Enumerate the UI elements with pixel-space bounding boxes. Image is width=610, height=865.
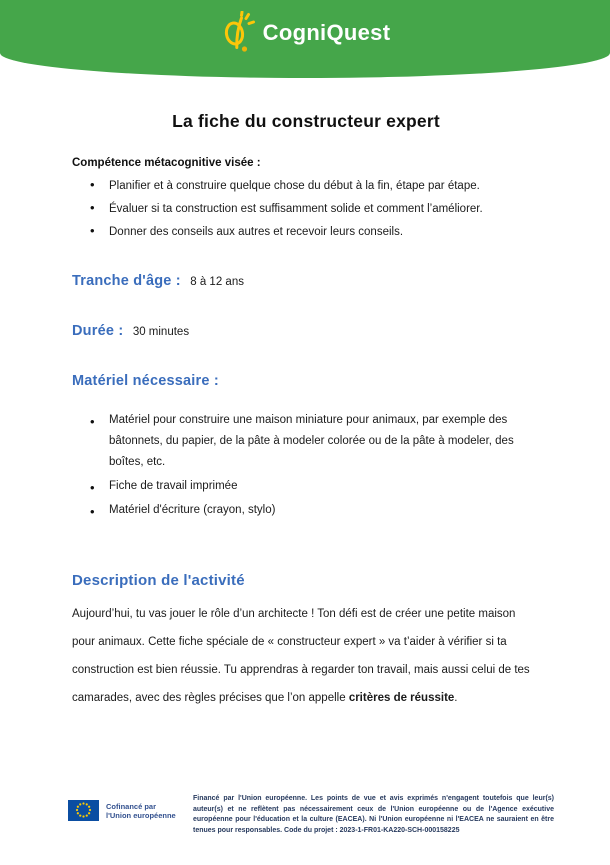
brand-name: CogniQuest [262,20,391,45]
competence-label: Compétence métacognitive visée : [72,157,261,169]
age-label: Tranche d'âge : [72,273,181,289]
page-title: La fiche du constructeur expert [172,111,440,131]
section-materials [72,373,540,521]
eu-caption-line1: Cofinancé par [106,801,157,811]
list-item: • Donner des conseils aux autres et recevoir leurs conseils. [90,224,540,240]
eu-flag-icon [68,800,99,821]
header-banner [0,0,610,78]
description-bold-text: critères de réussite [348,692,455,704]
materials-label: Matériel nécessaire : [72,373,219,389]
description-paragraph [72,600,540,712]
sprout-lightbulb-icon [220,11,256,55]
competence-bullet-list [72,178,540,240]
section-description [72,572,540,712]
age-value: 8 à 12 ans [190,276,244,288]
page-content [0,111,610,712]
section-duration [72,322,540,340]
list-item: • Matériel d'écriture (crayon, stylo) [90,500,540,521]
description-suffix: . [454,692,458,704]
list-item: • Évaluer si ta construction est suffisamment solide et comment l’améliorer. [90,201,540,217]
section-age [72,272,540,290]
eu-caption [106,802,176,821]
footer [68,794,554,836]
description-text: Aujourd’hui, tu vas jouer le rôle d’un architecte ! Ton défi est de créer une petite maison pour animaux. Cette fiche spéciale de « constructeur expert » va t’aider à vérifier si ta construction est bien réussie. Tu apprendras à regarder ton travail, mais aussi celui de tes camarades, avec des règles précises que l’on appelle [72,608,530,704]
funding-disclaimer: Financé par l'Union européenne. Les points de vue et avis exprimés n'engagent toutefois que leur(s) auteur(s) et ne reflètent pas nécessairement ceux de l'Union européenne ou de l'Agence exécutive européenne pour l'éducation et la culture (EACEA). Ni l'Union européenne ni l'EACEA ne sauraient en être tenues pour responsables. Code du projet : 2023-1-FR01-KA220-SCH-000158225 [193,795,554,834]
list-item: • Fiche de travail imprimée [90,476,540,497]
description-heading: Description de l'activité [72,572,245,589]
eu-cofunded-logo [68,800,182,821]
brand-logo [220,11,391,55]
list-item: • Planifier et à construire quelque chose du début à la fin, étape par étape. [90,178,540,194]
duration-value: 30 minutes [132,326,190,338]
section-competence [72,157,540,240]
list-item: • Matériel pour construire une maison miniature pour animaux, par exemple des bâtonnets, du papier, de la pâte à modeler colorée ou de la pâte à modeler, des boîtes, etc. [90,410,540,473]
materials-bullet-list [72,410,540,521]
eu-caption-line2: l'Union européenne [106,811,176,820]
duration-label: Durée : [72,323,124,339]
